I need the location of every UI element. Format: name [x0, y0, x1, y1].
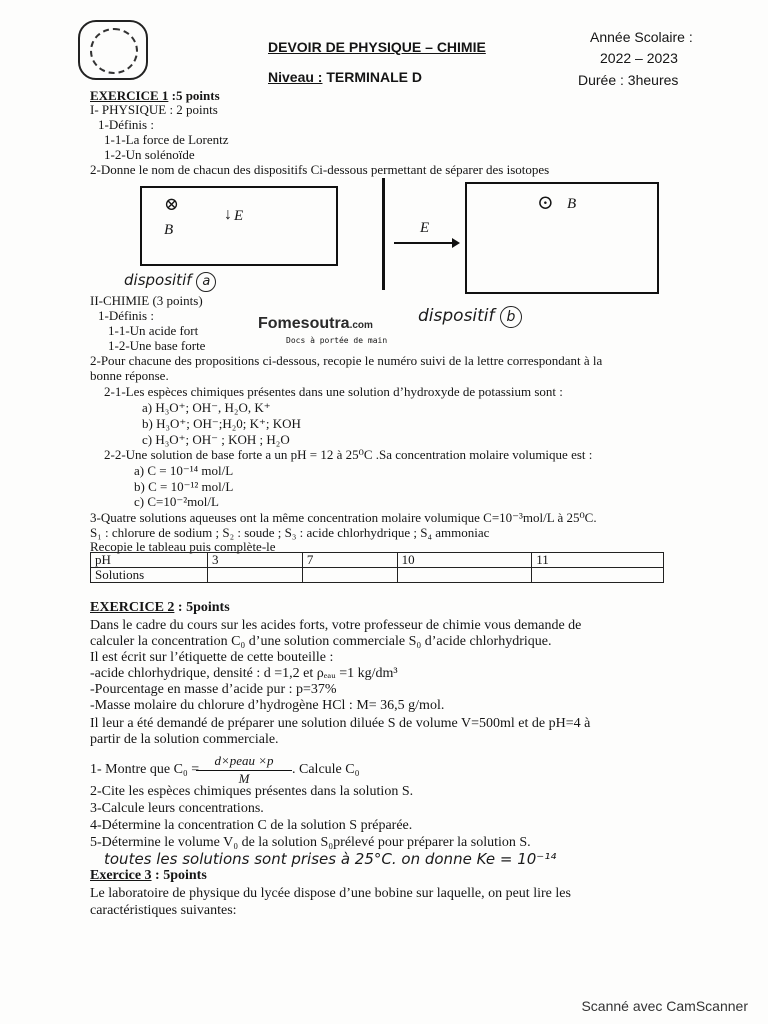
ex2-p5: -Pourcentage en masse d’acide pur : p=37% — [90, 682, 337, 697]
b-field-label: B⃗ — [164, 222, 185, 238]
ex1-q22c: c) C=10⁻²mol/L — [134, 494, 219, 509]
watermark-com: .com — [349, 320, 373, 331]
ex1-q22a: a) C = 10⁻¹⁴ mol/L — [134, 463, 234, 478]
dispositif-b — [465, 182, 659, 294]
down-arrow-icon: ↓ — [224, 206, 232, 223]
niveau-label: Niveau : — [268, 69, 323, 85]
table-cell: 11 — [532, 553, 664, 568]
ex1-item-c2: 1-2-Une base forte — [108, 338, 206, 353]
hw-dispositif-b-text: dispositif — [418, 306, 495, 326]
table-cell — [302, 568, 397, 583]
annee-value: 2022 – 2023 — [600, 50, 678, 66]
ex3-p1: Le laboratoire de physique du lycée dispose d’une bobine sur laquelle, on peut lire les — [90, 886, 571, 901]
ex2-p1: Dans le cadre du cours sur les acides forts, votre professeur de chimie vous demande de — [90, 618, 582, 633]
ex1-q2c-line1: 2-Pour chacune des propositions ci-dessous, recopie le numéro suivi de la lettre correspondant à la — [90, 353, 603, 368]
annee-label: Année Scolaire : — [590, 29, 693, 45]
ex1-definis-2: 1-Définis : — [98, 308, 154, 323]
duree: Durée : 3heures — [578, 72, 679, 88]
table-cell: 3 — [208, 553, 303, 568]
right-arrow-icon — [392, 236, 462, 250]
ph-table — [90, 552, 664, 583]
hw-note: toutes les solutions sont prises à 25°C. on donne Ke = 10⁻¹⁴ — [104, 850, 557, 868]
ex1-chimie: II-CHIMIE (3 points) — [90, 293, 203, 308]
ex2-p7: Il leur a été demandé de préparer une solution diluée S de volume V=500ml et de pH=4 à — [90, 716, 591, 731]
ex2-q2: 2-Cite les espèces chimiques présentes dans la solution S. — [90, 784, 414, 799]
ex1-points: :5 points — [168, 88, 220, 103]
ex1-q21: 2-1-Les espèces chimiques présentes dans une solution d’hydroxyde de potassium sont : — [104, 384, 563, 399]
ex1-q2: 2-Donne le nom de chacun des dispositifs Ci-dessous permettant de séparer des isotopes — [90, 162, 550, 177]
ex2-q5: 5-Détermine le volume V₀ de la solution S₀prélevé pour préparer la solution S. — [90, 835, 531, 850]
hw-a-circle: a — [196, 272, 216, 292]
dispositif-a — [140, 186, 338, 266]
dot-b-field-icon: ⊙ — [537, 192, 554, 214]
table-cell: 7 — [302, 553, 397, 568]
ex1-item-c1: 1-1-Un acide fort — [108, 323, 199, 338]
ex1-q22: 2-2-Une solution de base forte a un pH = 12 à 25⁰C .Sa concentration molaire volumique est : — [104, 447, 593, 462]
ex1-heading — [90, 88, 220, 103]
table-cell — [208, 568, 303, 583]
ex1-q2c-line2: bonne réponse. — [90, 368, 169, 383]
hw-b-circle: b — [500, 306, 522, 328]
school-logo — [78, 20, 148, 80]
plate-divider — [382, 178, 385, 290]
hw-dispositif-a-text: dispositif — [124, 271, 192, 289]
b-field-label-b: B⃗ — [567, 196, 588, 212]
niveau-line — [268, 70, 422, 85]
ex2-q1-pre: 1- Montre que C₀ = — [90, 762, 200, 777]
hw-dispositif-a — [124, 272, 216, 292]
ex2-p4: -acide chlorhydrique, densité : d =1,2 et ρₑₐᵤ =1 kg/dm³ — [90, 666, 398, 681]
watermark-logo — [258, 316, 373, 333]
ex3-points: : 5points — [151, 868, 207, 883]
ex1-title: EXERCICE 1 — [90, 88, 169, 103]
ex1-item-1-2: 1-2-Un solénoïde — [104, 147, 195, 162]
ex3-heading — [90, 868, 207, 883]
ex1-q3: 3-Quatre solutions aqueuses ont la même concentration molaire volumique C=10⁻³mol/L à 25⁰C. — [90, 510, 597, 525]
ex1-item-1-1: 1-1-La force de Lorentz — [104, 132, 229, 147]
ex1-q3-instr: Recopie le tableau puis complète-le — [90, 539, 276, 554]
table-cell: Solutions — [91, 568, 208, 583]
table-row — [91, 568, 664, 583]
cross-b-field-icon: ⊗ — [164, 194, 180, 214]
table-row — [91, 553, 664, 568]
table-cell: 10 — [397, 553, 532, 568]
watermark-sub: Docs à portée de main — [286, 336, 388, 345]
ex2-q3: 3-Calcule leurs concentrations. — [90, 801, 264, 816]
table-cell — [532, 568, 664, 583]
ex2-q4: 4-Détermine la concentration C de la solution S préparée. — [90, 818, 413, 833]
ex3-p2: caractéristiques suivantes: — [90, 903, 237, 918]
e-field-label-b: E⃗ — [420, 220, 441, 236]
formula-numerator: d×peau ×p — [196, 753, 292, 771]
ex2-p8: partir de la solution commerciale. — [90, 732, 279, 747]
doc-title: DEVOIR DE PHYSIQUE – CHIMIE — [268, 39, 486, 55]
ex2-heading — [90, 600, 230, 615]
table-cell — [397, 568, 532, 583]
ex1-q22b: b) C = 10⁻¹² mol/L — [134, 479, 234, 494]
ex2-p3: Il est écrit sur l’étiquette de cette bouteille : — [90, 650, 334, 665]
ex1-physique: I- PHYSIQUE : 2 points — [90, 102, 218, 117]
e-field-label: E⃗ — [234, 208, 255, 224]
ex1-q21a: a) H₃O⁺; OH⁻, H₂O, K⁺ — [142, 400, 271, 415]
ex2-p2: calculer la concentration C₀ d’une solution commerciale S₀ d’acide chlorhydrique. — [90, 634, 552, 649]
ex2-title: EXERCICE 2 — [90, 600, 175, 615]
ex2-q1-post: . Calcule C₀ — [292, 762, 360, 777]
ex2-points: : 5points — [174, 600, 230, 615]
ex2-formula — [196, 753, 292, 787]
camscanner-footer: Scanné avec CamScanner — [581, 998, 748, 1014]
formula-denominator: M — [238, 771, 250, 786]
ex1-q21b: b) H₃O⁺; OH⁻;H₂0; K⁺; KOH — [142, 416, 301, 431]
logo-emblem-icon — [90, 28, 138, 74]
watermark-text: Fomesoutra — [258, 315, 350, 332]
niveau-value: TERMINALE D — [326, 69, 423, 85]
ex1-definis: 1-Définis : — [98, 117, 154, 132]
ex1-q3-list: S₁ : chlorure de sodium ; S₂ : soude ; S₃ : acide chlorhydrique ; S₄ ammoniac — [90, 525, 490, 540]
ex2-p6: -Masse molaire du chlorure d’hydrogène HCl : M= 36,5 g/mol. — [90, 698, 445, 713]
ex3-title: Exercice 3 — [90, 868, 152, 883]
hw-dispositif-b — [418, 306, 522, 328]
table-cell: pH — [91, 553, 208, 568]
ex1-q21c: c) H₃O⁺; OH⁻ ; KOH ; H₂O — [142, 432, 290, 447]
